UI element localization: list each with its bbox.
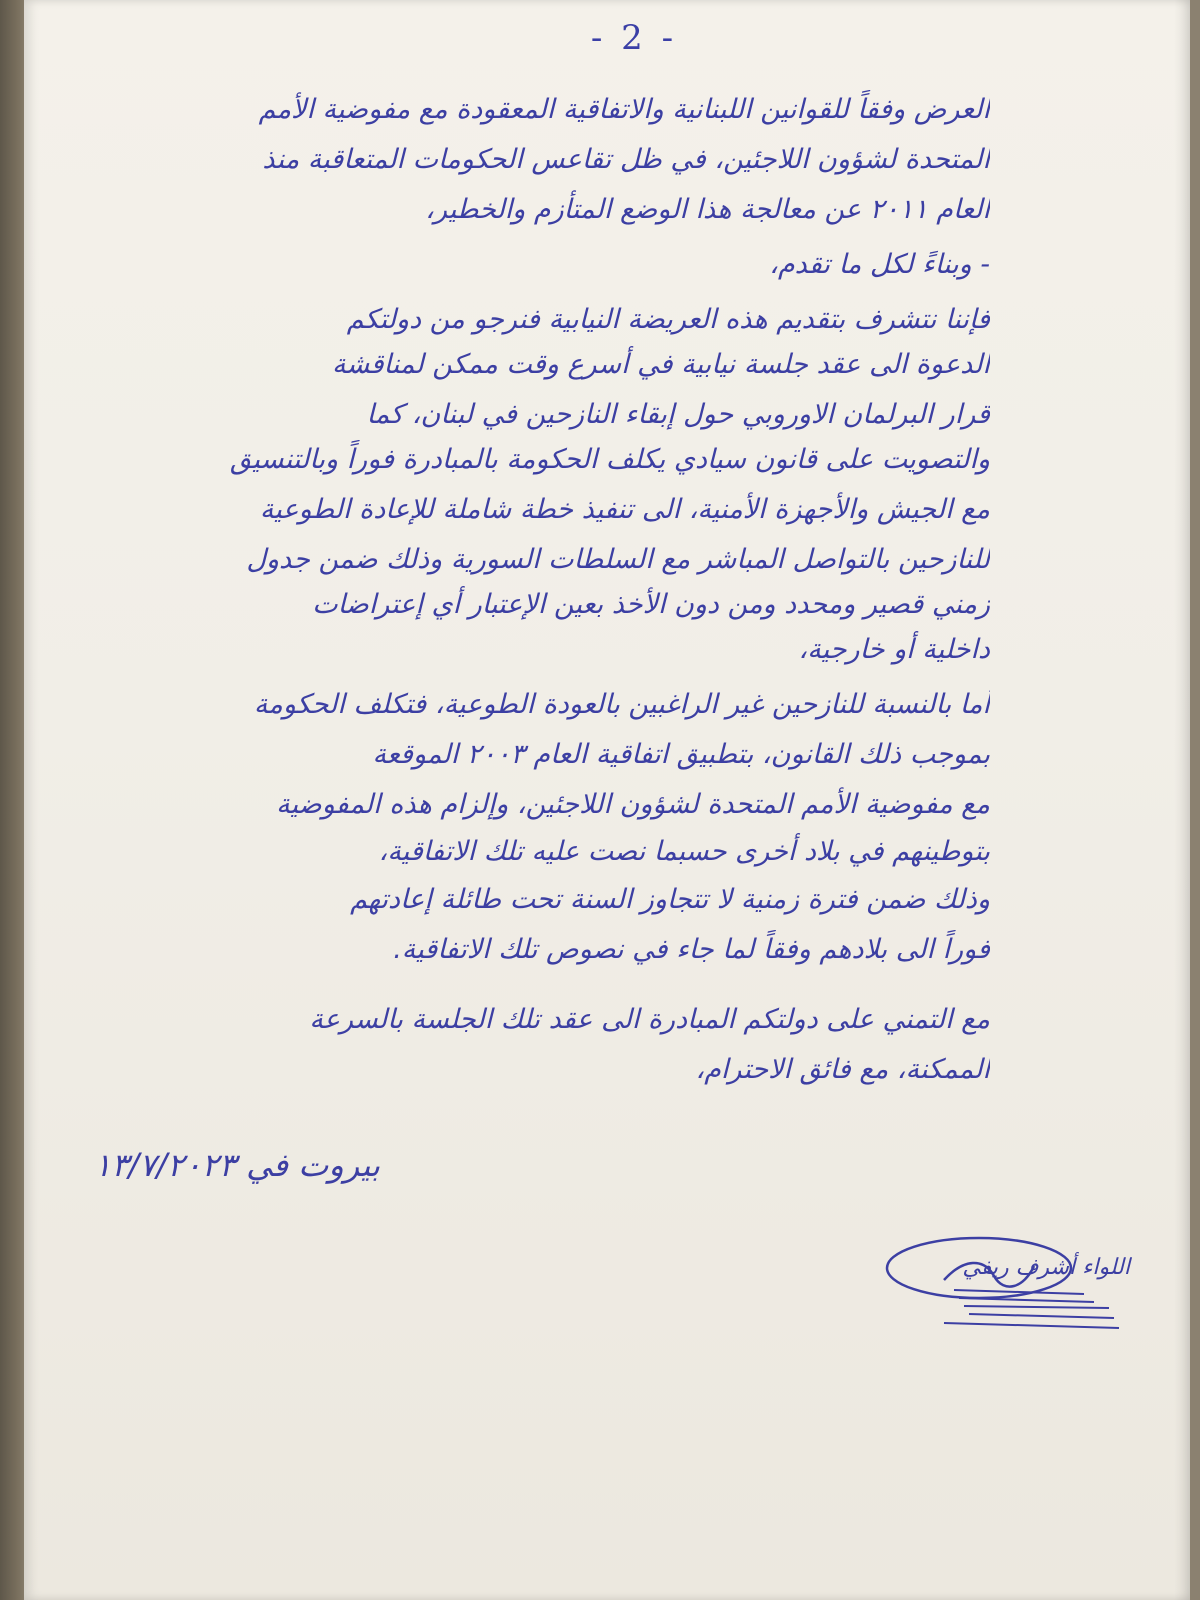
letter-line-18: فوراً الى بلادهم وفقاً لما جاء في نصوص تلك الاتفاقية. bbox=[393, 934, 990, 965]
letter-line-1: العرض وفقاً للقوانين اللبنانية والاتفاقية المعقودة مع مفوضية الأمم bbox=[258, 94, 990, 125]
letter-line-12: داخلية أو خارجية، bbox=[798, 634, 990, 665]
letter-line-13: أما بالنسبة للنازحين غير الراغبين بالعودة الطوعية، فتكلف الحكومة bbox=[253, 689, 990, 720]
letter-line-4: - وبناءً لكل ما تقدم، bbox=[769, 249, 990, 280]
handwritten-signature bbox=[884, 1228, 1144, 1358]
letter-line-9: مع الجيش والأجهزة الأمنية، الى تنفيذ خطة شاملة للإعادة الطوعية bbox=[259, 494, 990, 525]
letter-line-16: بتوطينهم في بلاد أخرى حسبما نصت عليه تلك الاتفاقية، bbox=[378, 836, 990, 867]
date-line: بيروت في ١٣/٧/٢٠٢٣ bbox=[94, 1146, 380, 1184]
letter-line-2: المتحدة لشؤون اللاجئين، في ظل تقاعس الحكومات المتعاقبة منذ bbox=[262, 144, 990, 175]
letter-line-8: والتصويت على قانون سيادي يكلف الحكومة بالمبادرة فوراً وبالتنسيق bbox=[230, 444, 990, 475]
letter-line-3: العام ٢٠١١ عن معالجة هذا الوضع المتأزم والخطير، bbox=[425, 194, 990, 225]
letter-line-14: بموجب ذلك القانون، بتطبيق اتفاقية العام ٢٠٠٣ الموقعة bbox=[372, 739, 990, 770]
letter-line-15: مع مفوضية الأمم المتحدة لشؤون اللاجئين، وإلزام هذه المفوضية bbox=[276, 789, 990, 820]
page-number: - 2 - bbox=[590, 18, 678, 58]
letter-line-7: قرار البرلمان الاوروبي حول إبقاء النازحين في لبنان، كما bbox=[366, 399, 990, 430]
paper-sheet bbox=[24, 0, 1190, 1600]
paper-shadow-edge bbox=[1174, 0, 1190, 1600]
letter-line-20: الممكنة، مع فائق الاحترام، bbox=[695, 1054, 990, 1085]
letter-line-17: وذلك ضمن فترة زمنية لا تتجاوز السنة تحت طائلة إعادتهم bbox=[350, 884, 990, 915]
letter-line-11: زمني قصير ومحدد ومن دون الأخذ بعين الإعتبار أي إعتراضات bbox=[312, 589, 990, 620]
letter-line-19: مع التمني على دولتكم المبادرة الى عقد تلك الجلسة بالسرعة bbox=[309, 1004, 990, 1035]
letter-line-6: الدعوة الى عقد جلسة نيابية في أسرع وقت ممكن لمناقشة bbox=[332, 349, 990, 380]
letter-line-5: فإننا نتشرف بتقديم هذه العريضة النيابية فنرجو من دولتكم bbox=[346, 304, 990, 335]
letter-line-10: للنازحين بالتواصل المباشر مع السلطات السورية وذلك ضمن جدول bbox=[246, 544, 990, 575]
signature-name: اللواء أشرف ريفي bbox=[962, 1255, 1130, 1280]
